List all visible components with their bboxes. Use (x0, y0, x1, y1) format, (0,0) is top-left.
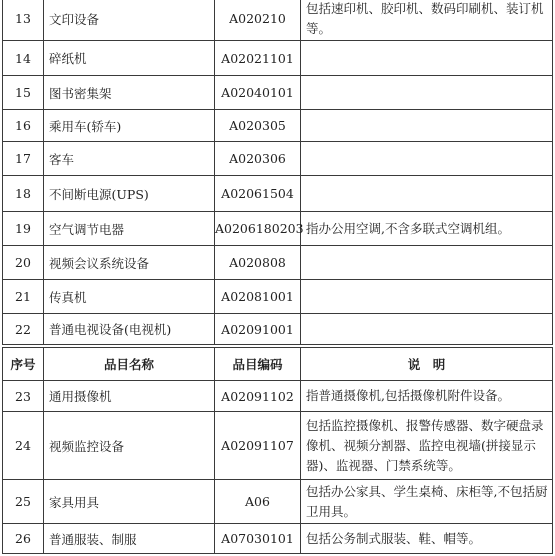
row-name: 视频监控设备 (44, 412, 215, 480)
row-code: A020306 (215, 142, 301, 176)
table-header-row (3, 348, 553, 381)
row-note (301, 246, 553, 280)
row-name: 不间断电源(UPS) (44, 176, 215, 212)
row-seq: 24 (3, 412, 44, 480)
row-name: 普通服装、制服 (44, 524, 215, 554)
row-name: 视频会议系统设备 (44, 246, 215, 280)
row-name: 客车 (44, 142, 215, 176)
catalog-table-top (2, 0, 553, 345)
row-note (301, 41, 553, 76)
row-seq: 19 (3, 212, 44, 246)
row-note: 指普通摄像机,包括摄像机附件设备。 (301, 381, 553, 412)
row-seq: 18 (3, 176, 44, 212)
row-note: 包括办公家具、学生桌椅、床柜等,不包括厨卫用具。 (301, 480, 553, 524)
row-name: 普通电视设备(电视机) (44, 314, 215, 345)
row-note (301, 176, 553, 212)
header-code: 品目编码 (215, 348, 301, 381)
table-row (3, 0, 553, 41)
row-seq: 26 (3, 524, 44, 554)
row-code: A07030101 (215, 524, 301, 554)
row-note (301, 280, 553, 314)
row-code: A06 (215, 480, 301, 524)
table-row (3, 480, 553, 524)
table-row (3, 176, 553, 212)
row-seq: 20 (3, 246, 44, 280)
row-code: A0206180203 (215, 212, 301, 246)
row-code: A020305 (215, 110, 301, 142)
row-note: 包括速印机、胶印机、数码印刷机、装订机等。 (301, 0, 553, 41)
row-code: A02091001 (215, 314, 301, 345)
row-name: 传真机 (44, 280, 215, 314)
row-name: 乘用车(轿车) (44, 110, 215, 142)
table-row (3, 142, 553, 176)
row-name: 家具用具 (44, 480, 215, 524)
table-row (3, 246, 553, 280)
table-row (3, 41, 553, 76)
row-code: A020210 (215, 0, 301, 41)
row-seq: 21 (3, 280, 44, 314)
row-seq: 13 (3, 0, 44, 41)
row-note: 指办公用空调,不含多联式空调机组。 (301, 212, 553, 246)
row-code: A02091102 (215, 381, 301, 412)
table-row (3, 412, 553, 480)
row-seq: 22 (3, 314, 44, 345)
table-row (3, 381, 553, 412)
table-row (3, 76, 553, 110)
header-name: 品目名称 (44, 348, 215, 381)
row-code: A02040101 (215, 76, 301, 110)
row-code: A02081001 (215, 280, 301, 314)
row-name: 碎纸机 (44, 41, 215, 76)
row-note: 包括公务制式服装、鞋、帽等。 (301, 524, 553, 554)
row-name: 通用摄像机 (44, 381, 215, 412)
row-seq: 17 (3, 142, 44, 176)
header-seq: 序号 (3, 348, 44, 381)
table-row (3, 280, 553, 314)
row-note (301, 142, 553, 176)
row-code: A02021101 (215, 41, 301, 76)
row-note (301, 76, 553, 110)
row-code: A02091107 (215, 412, 301, 480)
row-seq: 14 (3, 41, 44, 76)
row-seq: 15 (3, 76, 44, 110)
table-row (3, 212, 553, 246)
table-row (3, 110, 553, 142)
header-note: 说 明 (301, 348, 553, 381)
row-note (301, 314, 553, 345)
row-seq: 16 (3, 110, 44, 142)
table-row (3, 314, 553, 345)
row-name: 空气调节电器 (44, 212, 215, 246)
row-name: 文印设备 (44, 0, 215, 41)
catalog-table-bottom (2, 347, 553, 554)
table-row (3, 524, 553, 554)
row-code: A02061504 (215, 176, 301, 212)
row-code: A020808 (215, 246, 301, 280)
row-seq: 23 (3, 381, 44, 412)
row-seq: 25 (3, 480, 44, 524)
row-name: 图书密集架 (44, 76, 215, 110)
row-note (301, 110, 553, 142)
row-note: 包括监控摄像机、报警传感器、数字硬盘录像机、视频分割器、监控电视墙(拼接显示器)、监视器、门禁系统等。 (301, 412, 553, 480)
